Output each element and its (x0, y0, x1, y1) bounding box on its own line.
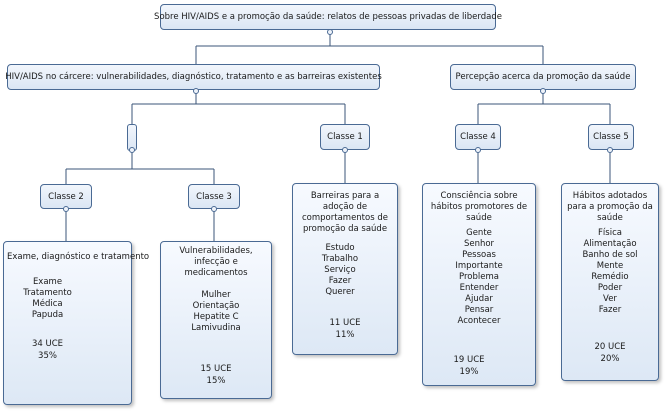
word-item: Querer (325, 287, 355, 297)
word-item: Fazer (328, 276, 352, 286)
class-4-title: Consciência sobre hábitos promotores de saúde (430, 191, 528, 223)
word-item: Entender (459, 283, 499, 293)
branch-left-label: HIV/AIDS no cárcere: vulnerabilidades, diagnóstico, tratamento e as barreiras existentes (5, 72, 382, 82)
class-3-word-list (161, 290, 271, 334)
class-4-collapse-dot[interactable] (475, 147, 481, 153)
class-5-label: Classe 5 (593, 132, 629, 142)
root-collapse-dot[interactable] (327, 29, 333, 35)
class-1-uce: 11 UCE (329, 318, 361, 328)
word-item: Pensar (464, 305, 494, 315)
word-item: Importante (455, 261, 503, 271)
class-5-collapse-dot[interactable] (607, 147, 613, 153)
class-5-uce: 20 UCE (594, 342, 626, 352)
word-item: Lamivudina (191, 323, 241, 333)
class-3-pct: 15% (206, 376, 226, 386)
word-item: Hepatite C (193, 312, 239, 322)
class-5-title: Hábitos adotados para a promoção da saúde (567, 191, 653, 223)
word-item: Acontecer (457, 316, 501, 326)
class-5-box (561, 183, 659, 381)
class-1-box (292, 183, 398, 355)
word-item: Papuda (31, 310, 64, 320)
class-2-collapse-dot[interactable] (63, 206, 69, 212)
class-4-pct: 19% (459, 367, 479, 377)
class-3-label: Classe 3 (196, 191, 232, 202)
subgroup-collapse-dot[interactable] (129, 147, 135, 153)
class-4-label: Classe 4 (460, 132, 496, 142)
class-3-collapse-dot[interactable] (211, 206, 217, 212)
class-1-collapse-dot[interactable] (342, 147, 348, 153)
word-item: Mulher (201, 290, 231, 300)
branch-left-collapse-dot[interactable] (193, 88, 199, 94)
class-1-pct: 11% (335, 330, 355, 340)
word-item: Física (598, 228, 622, 238)
root-label: Sobre HIV/AIDS e a promoção da saúde: relatos de pessoas privadas de liberdade (154, 12, 502, 22)
class-2-box (3, 241, 150, 405)
class-1-label: Classe 1 (327, 132, 363, 142)
word-item: Poder (597, 283, 623, 293)
word-item: Ver (603, 294, 617, 304)
class-1-title: Barreiras para a adoção de comportamentos de promoção da saúde (302, 191, 388, 234)
word-item: Gente (466, 228, 492, 238)
word-item: Orientação (192, 301, 240, 311)
word-item: Senhor (463, 239, 495, 249)
class-2-word-list (0, 277, 131, 321)
class-3-uce: 15 UCE (200, 364, 232, 374)
class-2-label: Classe 2 (48, 191, 84, 202)
class-5-word-list (562, 228, 658, 316)
branch-right-label: Percepção acerca da promoção da saúde (455, 72, 631, 82)
word-item: Pessoas (462, 250, 496, 260)
word-item: Médica (32, 299, 63, 309)
word-item: Alimentação (583, 239, 637, 249)
word-item: Fazer (598, 305, 622, 315)
class-4-box (422, 183, 536, 386)
class-2-pct: 35% (38, 351, 57, 361)
class-4-uce: 19 UCE (453, 355, 485, 365)
class-5-pct: 20% (600, 354, 620, 364)
word-item: Ajudar (465, 294, 493, 304)
branch-right-node[interactable] (450, 64, 636, 90)
word-item: Mente (596, 261, 624, 271)
word-item: Estudo (325, 243, 355, 253)
word-item: Exame (32, 277, 63, 287)
word-item: Banho de sol (582, 250, 638, 260)
class-3-title: Vulnerabilidades, infecção e medicamentos (179, 246, 253, 278)
class-5-node[interactable] (588, 124, 634, 150)
root-node[interactable] (154, 4, 502, 30)
class-1-word-list (283, 243, 397, 298)
word-item: Serviço (324, 265, 356, 275)
class-2-uce: 34 UCE (31, 339, 64, 349)
word-item: Tratamento (23, 288, 72, 298)
word-item: Trabalho (321, 254, 359, 264)
class-4-word-list (423, 228, 535, 327)
class-2-title: Exame, diagnóstico e tratamento (7, 252, 150, 262)
word-item: Problema (459, 272, 499, 282)
branch-left-node[interactable] (7, 64, 380, 90)
branch-right-collapse-dot[interactable] (540, 88, 546, 94)
word-item: Remédio (591, 272, 629, 282)
class-3-box (160, 241, 272, 399)
